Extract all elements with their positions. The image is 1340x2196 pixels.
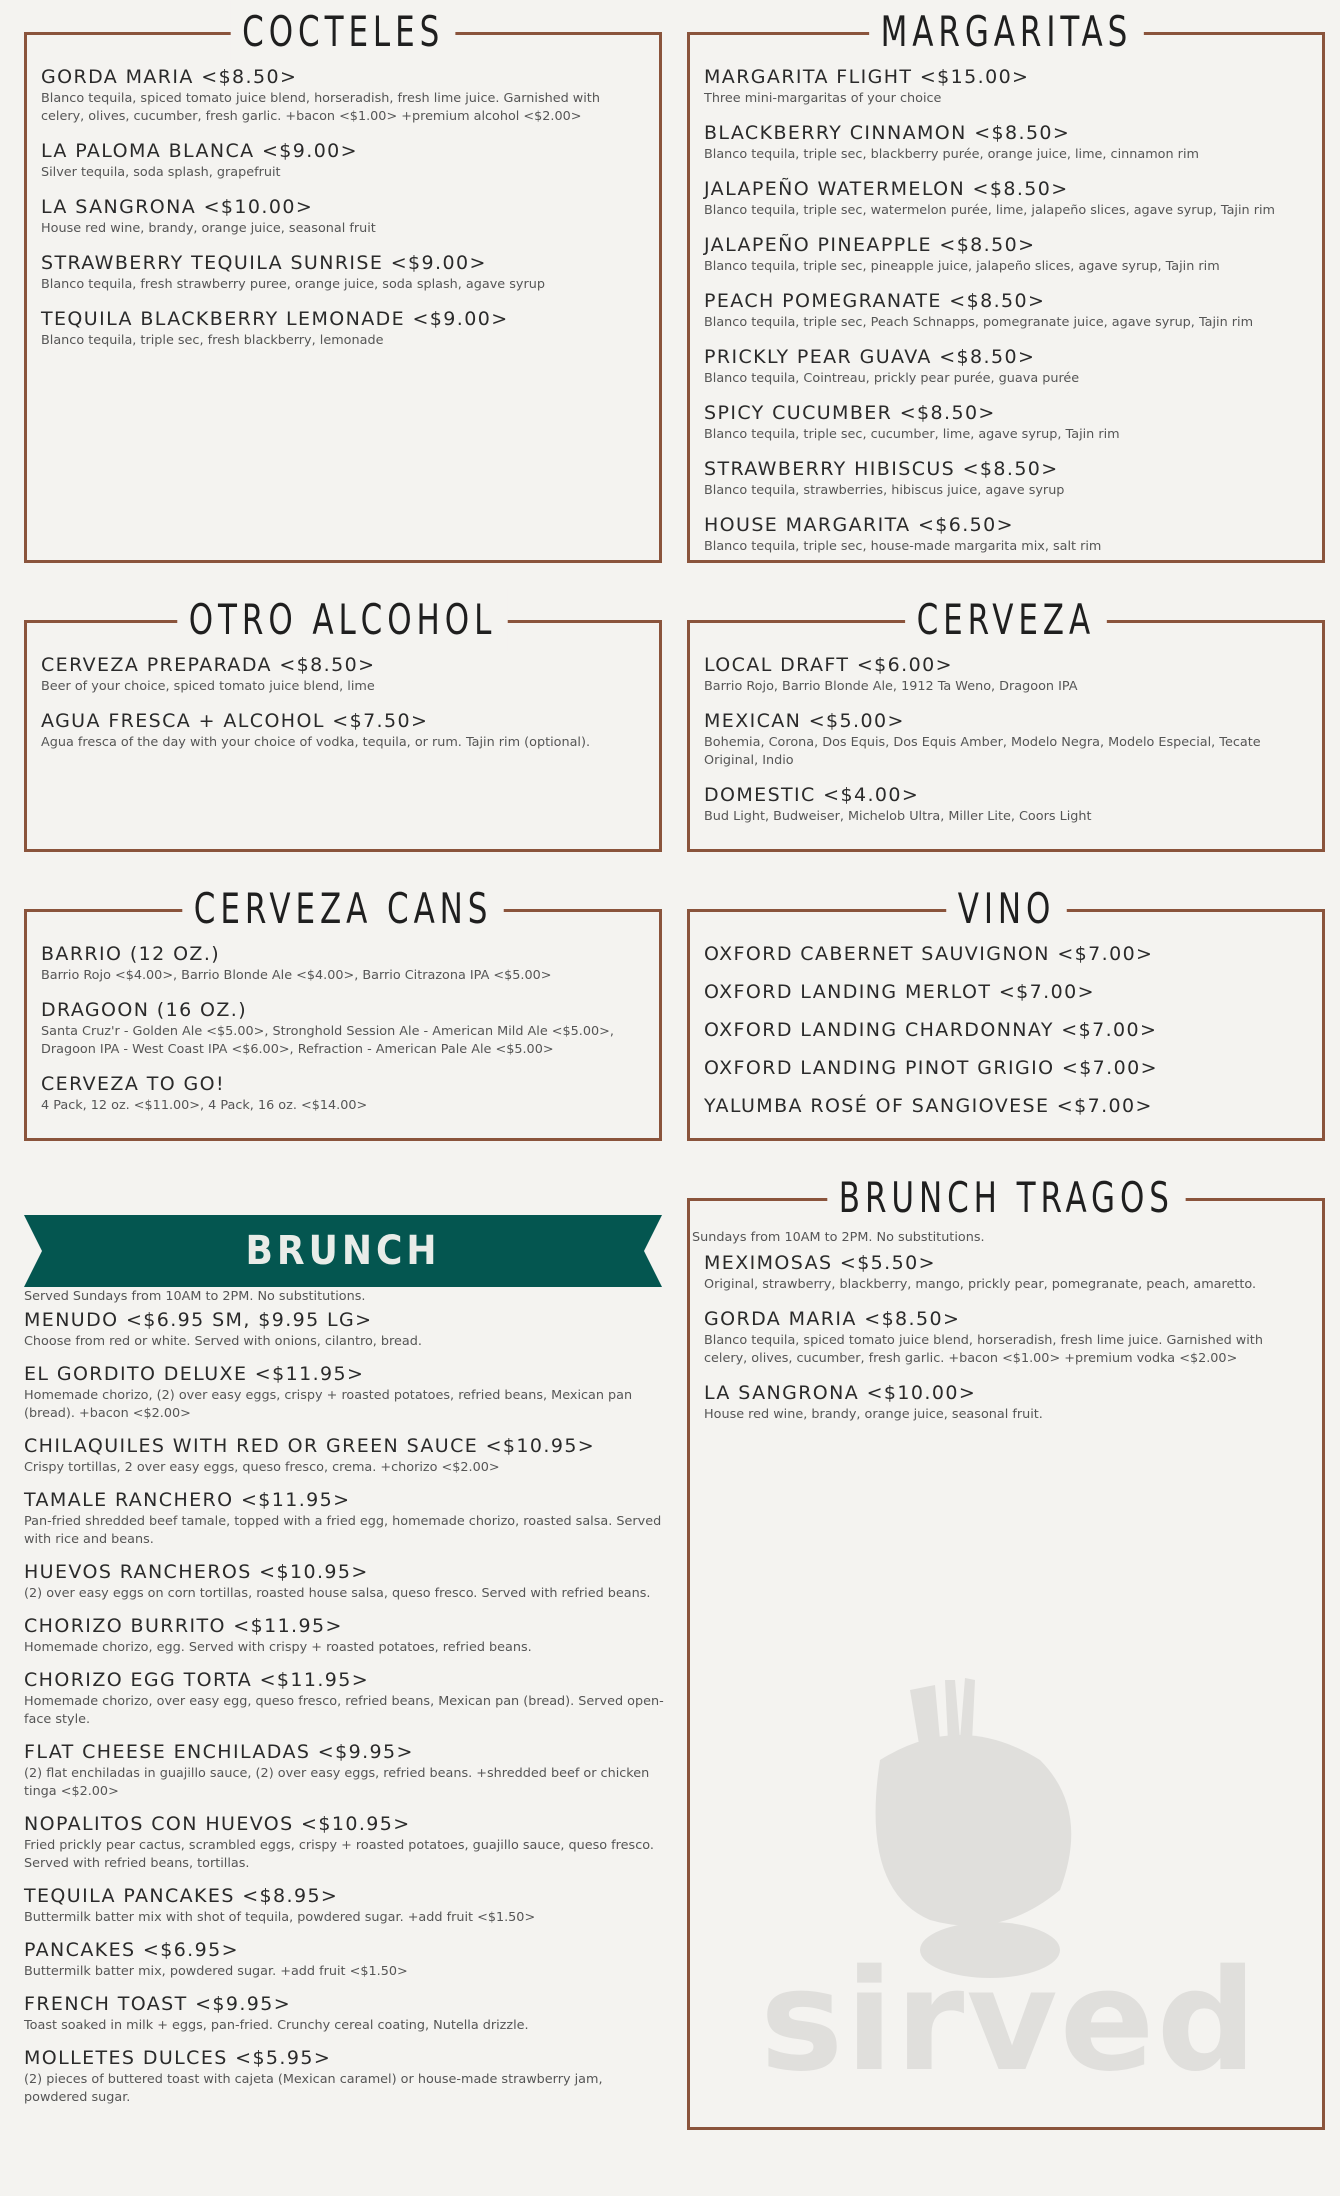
watermark xyxy=(760,1650,1259,2103)
margaritas-list xyxy=(704,65,1308,569)
brunch-note: Served Sundays from 10AM to 2PM. No substitutions. xyxy=(24,1289,366,1304)
menu-item-name: MOLLETES DULCES <$5.95> xyxy=(24,2047,332,2069)
menu-item-description: Homemade chorizo, over easy egg, queso fresco, refried beans, Mexican pan (bread). Served open-face style. xyxy=(24,1694,664,1727)
menu-item xyxy=(704,345,1308,388)
menu-item-name: SPICY CUCUMBER <$8.50> xyxy=(704,402,996,424)
menu-item-name: BARRIO (12 OZ.) xyxy=(41,943,221,965)
fork-spoon-knife-icon xyxy=(760,1650,1160,1980)
menu-item-name: NOPALITOS CON HUEVOS <$10.95> xyxy=(24,1813,411,1835)
menu-item-description: Blanco tequila, spiced tomato juice blend, horseradish, fresh lime juice. Garnished with celery, olives, cucumber, fresh garlic. +bacon <$1.00> +premium vodka <$2.00> xyxy=(704,1333,1263,1366)
menu-item-name: MARGARITA FLIGHT <$15.00> xyxy=(704,66,1030,88)
menu-item xyxy=(704,1307,1308,1368)
cocteles-list xyxy=(41,65,645,363)
menu-item-description: Blanco tequila, triple sec, watermelon purée, lime, jalapeño slices, agave syrup, Tajin rim xyxy=(704,203,1276,218)
menu-item-name: OXFORD LANDING MERLOT <$7.00> xyxy=(704,981,1095,1003)
brunch-tragos-list xyxy=(704,1251,1308,1437)
menu-item-description: Agua fresca of the day with your choice of vodka, tequila, or rum. Tajin rim (optional). xyxy=(41,735,591,750)
menu-item-name: STRAWBERRY TEQUILA SUNRISE <$9.00> xyxy=(41,252,487,274)
menu-item-description: Blanco tequila, spiced tomato juice blend, horseradish, fresh lime juice. Garnished with celery, olives, cucumber, fresh garlic. +bacon <$1.00> +premium alcohol <$2.00> xyxy=(41,91,600,124)
menu-item-name: OXFORD LANDING CHARDONNAY <$7.00> xyxy=(704,1019,1158,1041)
otro-alcohol-title: OTRO ALCOHOL xyxy=(178,589,508,651)
menu-item xyxy=(41,195,645,238)
menu-item-description: Bohemia, Corona, Dos Equis, Dos Equis Amber, Modelo Negra, Modelo Especial, Tecate Original, Indio xyxy=(704,735,1261,768)
brunch-list xyxy=(24,1308,664,2107)
menu-item-name: BLACKBERRY CINNAMON <$8.50> xyxy=(704,122,1071,144)
menu-item-description: Homemade chorizo, (2) over easy eggs, crispy + roasted potatoes, refried beans, Mexican pan (bread). +bacon <$2.00> xyxy=(24,1388,633,1421)
menu-item xyxy=(704,289,1308,332)
menu-item-description: 4 Pack, 12 oz. <$11.00>, 4 Pack, 16 oz. <$14.00> xyxy=(41,1098,368,1113)
watermark-text: sirved xyxy=(760,1940,1259,2103)
menu-item xyxy=(24,1488,664,1549)
menu-item-name: FRENCH TOAST <$9.95> xyxy=(24,1993,292,2015)
menu-item-name: EL GORDITO DELUXE <$11.95> xyxy=(24,1363,365,1385)
brunch-tragos-title: BRUNCH TRAGOS xyxy=(827,1167,1185,1229)
menu-item-name: TEQUILA BLACKBERRY LEMONADE <$9.00> xyxy=(41,308,509,330)
menu-item xyxy=(704,401,1308,444)
menu-item-name: CHORIZO EGG TORTA <$11.95> xyxy=(24,1669,370,1691)
menu-item xyxy=(41,307,645,350)
menu-item-description: (2) over easy eggs on corn tortillas, roasted house salsa, queso fresco. Served with refried beans. xyxy=(24,1586,651,1601)
otro-alcohol-section xyxy=(24,595,662,852)
brunch-title: BRUNCH xyxy=(245,1228,441,1274)
cerveza-cans-section xyxy=(24,884,662,1141)
menu-item-name: OXFORD LANDING PINOT GRIGIO <$7.00> xyxy=(704,1057,1158,1079)
menu-item-description: Original, strawberry, blackberry, mango, prickly pear, pomegranate, peach, amaretto. xyxy=(704,1277,1257,1292)
menu-item-name: CERVEZA TO GO! xyxy=(41,1073,225,1095)
menu-item-name: LA SANGRONA <$10.00> xyxy=(704,1382,977,1404)
menu-item-description: Homemade chorizo, egg. Served with crispy + roasted potatoes, refried beans. xyxy=(24,1640,532,1655)
cocteles-section xyxy=(24,7,662,563)
margaritas-section xyxy=(687,7,1325,563)
menu-item-description: Barrio Rojo, Barrio Blonde Ale, 1912 Ta Weno, Dragoon IPA xyxy=(704,679,1078,694)
menu-item xyxy=(704,783,1308,826)
menu-item xyxy=(24,1884,664,1927)
menu-item-description: Bud Light, Budweiser, Michelob Ultra, Miller Lite, Coors Light xyxy=(704,809,1092,824)
margaritas-title: MARGARITAS xyxy=(869,1,1144,63)
menu-item xyxy=(41,139,645,182)
menu-item-name: HUEVOS RANCHEROS <$10.95> xyxy=(24,1561,369,1583)
menu-item xyxy=(24,2046,664,2107)
menu-item xyxy=(704,1018,1308,1042)
menu-item-name: LA PALOMA BLANCA <$9.00> xyxy=(41,140,358,162)
menu-item-description: Toast soaked in milk + eggs, pan-fried. Crunchy cereal coating, Nutella drizzle. xyxy=(24,2018,529,2033)
menu-item xyxy=(24,1308,664,1351)
menu-item-name: TAMALE RANCHERO <$11.95> xyxy=(24,1489,351,1511)
menu-item-name: DRAGOON (16 OZ.) xyxy=(41,999,248,1021)
menu-item xyxy=(704,457,1308,500)
menu-item-name: FLAT CHEESE ENCHILADAS <$9.95> xyxy=(24,1741,414,1763)
cerveza-section xyxy=(687,595,1325,852)
menu-item xyxy=(24,1614,664,1657)
menu-item xyxy=(24,1740,664,1801)
otro-alcohol-list xyxy=(41,653,645,765)
brunch-banner xyxy=(24,1215,662,1287)
menu-item-description: Blanco tequila, triple sec, cucumber, lime, agave syrup, Tajin rim xyxy=(704,427,1120,442)
menu-item xyxy=(24,1938,664,1981)
menu-item-description: Choose from red or white. Served with onions, cilantro, bread. xyxy=(24,1334,422,1349)
menu-item-name: HOUSE MARGARITA <$6.50> xyxy=(704,514,1014,536)
menu-item-description: Blanco tequila, triple sec, blackberry purée, orange juice, lime, cinnamon rim xyxy=(704,147,1199,162)
menu-item-description: Pan-fried shredded beef tamale, topped with a fried egg, homemade chorizo, roasted salsa. Served with rice and beans. xyxy=(24,1514,662,1547)
menu-item-description: Three mini-margaritas of your choice xyxy=(704,91,942,106)
menu-item xyxy=(704,65,1308,108)
menu-item-name: JALAPEÑO PINEAPPLE <$8.50> xyxy=(704,234,1036,256)
menu-item xyxy=(704,653,1308,696)
menu-item xyxy=(704,177,1308,220)
menu-item xyxy=(41,942,645,985)
cerveza-list xyxy=(704,653,1308,839)
menu-item-name: PANCAKES <$6.95> xyxy=(24,1939,239,1961)
menu-item xyxy=(41,1072,645,1115)
menu-item-description: Crispy tortillas, 2 over easy eggs, queso fresco, crema. +chorizo <$2.00> xyxy=(24,1460,500,1475)
menu-item-name: MEXIMOSAS <$5.50> xyxy=(704,1252,936,1274)
menu-item-description: House red wine, brandy, orange juice, seasonal fruit xyxy=(41,221,376,236)
menu-item xyxy=(704,1381,1308,1424)
menu-item-description: Barrio Rojo <$4.00>, Barrio Blonde Ale <$4.00>, Barrio Citrazona IPA <$5.00> xyxy=(41,968,552,983)
menu-item-description: Buttermilk batter mix with shot of tequila, powdered sugar. +add fruit <$1.50> xyxy=(24,1910,536,1925)
menu-item-name: DOMESTIC <$4.00> xyxy=(704,784,920,806)
menu-item-description: Blanco tequila, triple sec, pineapple juice, jalapeño slices, agave syrup, Tajin rim xyxy=(704,259,1220,274)
menu-item-description: (2) pieces of buttered toast with cajeta (Mexican caramel) or house-made strawberry jam, powdered sugar. xyxy=(24,2072,603,2105)
menu-item-name: CERVEZA PREPARADA <$8.50> xyxy=(41,654,376,676)
menu-item-name: STRAWBERRY HIBISCUS <$8.50> xyxy=(704,458,1059,480)
menu-item-name: AGUA FRESCA + ALCOHOL <$7.50> xyxy=(41,710,429,732)
cerveza-cans-list xyxy=(41,942,645,1128)
menu-item xyxy=(41,65,645,126)
menu-item-description: Buttermilk batter mix, powdered sugar. +add fruit <$1.50> xyxy=(24,1964,408,1979)
menu-item-name: GORDA MARIA <$8.50> xyxy=(41,66,298,88)
menu-item-description: Silver tequila, soda splash, grapefruit xyxy=(41,165,281,180)
menu-item-description: Blanco tequila, Cointreau, prickly pear purée, guava purée xyxy=(704,371,1080,386)
menu-item xyxy=(41,653,645,696)
menu-item-description: Santa Cruz'r - Golden Ale <$5.00>, Stronghold Session Ale - American Mild Ale <$5.00>, Dragoon IPA - West Coast IPA <$6.00>, Refraction - American Pale Ale <$5.00> xyxy=(41,1024,614,1057)
menu-item-name: TEQUILA PANCAKES <$8.95> xyxy=(24,1885,339,1907)
menu-item-name: GORDA MARIA <$8.50> xyxy=(704,1308,961,1330)
vino-title: VINO xyxy=(946,878,1067,940)
menu-item xyxy=(24,1992,664,2035)
cerveza-cans-title: CERVEZA CANS xyxy=(182,878,504,940)
menu-item-name: CHORIZO BURRITO <$11.95> xyxy=(24,1615,343,1637)
menu-item xyxy=(41,251,645,294)
menu-item-name: PEACH POMEGRANATE <$8.50> xyxy=(704,290,1046,312)
menu-item-name: LA SANGRONA <$10.00> xyxy=(41,196,314,218)
menu-item xyxy=(704,1251,1308,1294)
menu-item-description: (2) flat enchiladas in guajillo sauce, (2) over easy eggs, refried beans. +shredded beef or chicken tinga <$2.00> xyxy=(24,1766,650,1799)
menu-item-description: Blanco tequila, fresh strawberry puree, orange juice, soda splash, agave syrup xyxy=(41,277,545,292)
brunch-tragos-note: Sundays from 10AM to 2PM. No substitutions. xyxy=(692,1230,985,1245)
menu-item-name: LOCAL DRAFT <$6.00> xyxy=(704,654,953,676)
menu-item-name: MEXICAN <$5.00> xyxy=(704,710,905,732)
menu-item xyxy=(704,942,1308,966)
menu-item-description: Blanco tequila, triple sec, house-made margarita mix, salt rim xyxy=(704,539,1102,554)
menu-item xyxy=(24,1668,664,1729)
menu-item xyxy=(704,233,1308,276)
menu-item xyxy=(704,121,1308,164)
menu-item-name: MENUDO <$6.95 SM, $9.95 LG> xyxy=(24,1309,373,1331)
menu-item xyxy=(41,998,645,1059)
menu-item-description: House red wine, brandy, orange juice, seasonal fruit. xyxy=(704,1407,1043,1422)
brunch-content xyxy=(24,1288,664,2118)
menu-item-name: PRICKLY PEAR GUAVA <$8.50> xyxy=(704,346,1036,368)
menu-item xyxy=(24,1434,664,1477)
cocteles-title: COCTELES xyxy=(231,1,456,63)
menu-item-name: YALUMBA ROSÉ OF SANGIOVESE <$7.00> xyxy=(704,1095,1153,1117)
menu-item xyxy=(704,980,1308,1004)
menu-item-description: Blanco tequila, triple sec, fresh blackberry, lemonade xyxy=(41,333,384,348)
menu-item-name: OXFORD CABERNET SAUVIGNON <$7.00> xyxy=(704,943,1154,965)
menu-item xyxy=(704,709,1308,770)
menu-item xyxy=(704,1056,1308,1080)
vino-list xyxy=(704,942,1308,1132)
menu-item xyxy=(24,1812,664,1873)
cerveza-title: CERVEZA xyxy=(905,589,1106,651)
vino-section xyxy=(687,884,1325,1141)
menu-item-name: CHILAQUILES WITH RED OR GREEN SAUCE <$10.95> xyxy=(24,1435,596,1457)
menu-item xyxy=(704,1094,1308,1118)
menu-item-description: Blanco tequila, triple sec, Peach Schnapps, pomegranate juice, agave syrup, Tajin rim xyxy=(704,315,1254,330)
menu-item-description: Fried prickly pear cactus, scrambled eggs, crispy + roasted potatoes, guajillo sauce, queso fresco. Served with refried beans, tortillas. xyxy=(24,1838,654,1871)
menu-item-description: Beer of your choice, spiced tomato juice blend, lime xyxy=(41,679,375,694)
menu-item-description: Blanco tequila, strawberries, hibiscus juice, agave syrup xyxy=(704,483,1065,498)
menu-item xyxy=(704,513,1308,556)
menu-item xyxy=(24,1560,664,1603)
menu-item xyxy=(41,709,645,752)
menu-item xyxy=(24,1362,664,1423)
menu-item-name: JALAPEÑO WATERMELON <$8.50> xyxy=(704,178,1069,200)
